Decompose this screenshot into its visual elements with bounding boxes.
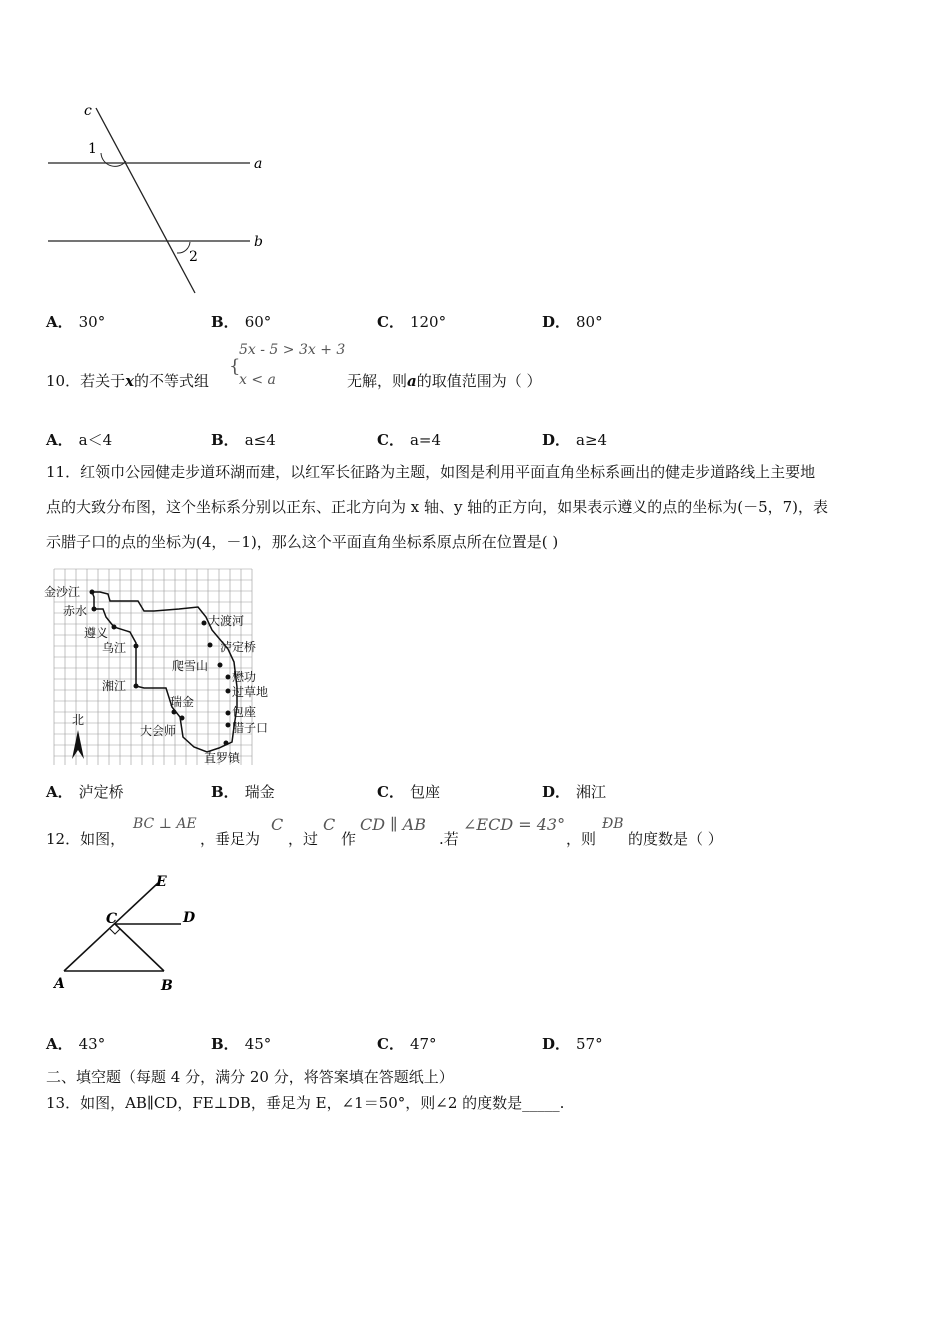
q12-math-angle-b: ÐB xyxy=(602,816,624,832)
map-label-maogong: 懋功 xyxy=(232,670,257,684)
north-arrow-icon xyxy=(72,730,84,759)
q12-text-3: 作 xyxy=(341,830,357,848)
q9-option-d: D． 80° xyxy=(542,313,603,331)
q10-option-b: B． a≤4 xyxy=(211,431,276,449)
q11-option-a: A． 泸定桥 xyxy=(46,783,124,801)
line-c xyxy=(96,108,195,293)
q12-math-c1: C xyxy=(271,815,284,834)
q10-option-c: C． a=4 xyxy=(377,431,442,449)
map-label-xiangjiang: 湘江 xyxy=(102,679,127,693)
q12-option-c: C． 47° xyxy=(377,1035,437,1053)
q12-math-bc-perp-ae: BC ⊥ AE xyxy=(133,816,197,832)
label-d: D xyxy=(183,910,196,926)
q10-option-d: D． a≥4 xyxy=(542,431,608,449)
q9-option-b: B． 60° xyxy=(211,313,272,331)
q11-option-c: C． 包座 xyxy=(377,783,440,801)
q11-option-d: D． 湘江 xyxy=(542,783,607,801)
label-b: b xyxy=(254,234,263,250)
map-label-north: 北 xyxy=(72,713,85,727)
q12-math-c2: C xyxy=(323,815,336,834)
map-label-wujiang: 乌江 xyxy=(102,641,127,655)
q12-math-cd-parallel-ab: CD ∥ AB xyxy=(360,815,426,834)
label-a-point: A xyxy=(54,976,65,992)
q12-text-2: ，过 xyxy=(288,830,319,848)
section-heading-fill-in: 二、填空题（每题 4 分，满分 20 分，将答案填在答题纸上） xyxy=(46,1068,454,1086)
label-b-point: B xyxy=(161,978,173,994)
map-label-dahuishi: 大会师 xyxy=(140,724,177,738)
segment-cb xyxy=(115,924,164,971)
triangle-figure xyxy=(48,868,218,998)
map-label-luding: 泸定桥 xyxy=(220,640,257,654)
map-label-chishui: 赤水 xyxy=(63,604,88,618)
label-angle-1: 1 xyxy=(88,141,97,157)
label-c-point: C xyxy=(106,911,118,927)
q10-option-a: A． a＜4 xyxy=(46,431,113,449)
q12-prefix: 12．如图， xyxy=(46,830,126,848)
q9-option-c: C． 120° xyxy=(377,313,447,331)
q12-text-6: 的度数是（ ） xyxy=(628,830,723,848)
q10-stem: 10．若关于x的不等式组 xyxy=(46,372,210,390)
q12-option-d: D． 57° xyxy=(542,1035,603,1053)
map-label-zunyi: 遵义 xyxy=(84,626,109,640)
map-label-guocaodi: 过草地 xyxy=(232,685,269,699)
segment-ae xyxy=(64,883,158,971)
map-label-dadu: 大渡河 xyxy=(208,614,245,628)
map-label-jinshajiang: 金沙江 xyxy=(44,585,81,599)
q10-stem-end: 无解，则a的取值范围为（ ） xyxy=(347,372,542,390)
q9-option-a: A． 30° xyxy=(46,313,106,331)
map-label-baozuo: 包座 xyxy=(232,705,257,719)
q12-option-b: B． 45° xyxy=(211,1035,272,1053)
label-e: E xyxy=(156,874,167,890)
map-label-paxue: 爬雪山 xyxy=(172,659,209,673)
q12-text-4: .若 xyxy=(439,830,459,848)
map-label-lazikou: 腊子口 xyxy=(232,721,269,735)
label-a: a xyxy=(254,156,263,172)
map-label-ruijin: 瑞金 xyxy=(170,695,195,709)
q12-math-angle-ecd: ∠ECD = 43° xyxy=(463,815,566,834)
label-angle-2: 2 xyxy=(189,249,198,265)
parallel-lines-figure xyxy=(40,95,280,300)
q12-text-5: ，则 xyxy=(566,830,597,848)
long-march-map xyxy=(44,567,280,769)
q13-stem: 13．如图，AB∥CD，FE⊥DB，垂足为 E，∠1＝50°，则∠2 的度数是_____. xyxy=(46,1094,565,1112)
angle-1-arc xyxy=(101,153,126,166)
map-label-zhiluozhen: 直罗镇 xyxy=(204,751,241,765)
label-c: c xyxy=(84,103,92,119)
q11-option-b: B． 瑞金 xyxy=(211,783,275,801)
q11-stem: 11．红领巾公园健走步道环湖而建，以红军长征路为主题，如图是利用平面直角坐标系画出的健走步道路线上主要地 点的大致分布图，这个坐标系分别以正东、正北方向为 x 轴、y 轴的正方向，如果表示遵义的点的坐标为(－5，7)，表 示腊子口的点的坐标为(4，－1)，那么这个平面直角坐标系原点所在位置是( ) xyxy=(46,463,829,551)
q12-text-1: ，垂足为 xyxy=(200,830,261,848)
right-angle-mark xyxy=(110,929,120,934)
q12-option-a: A． 43° xyxy=(46,1035,106,1053)
